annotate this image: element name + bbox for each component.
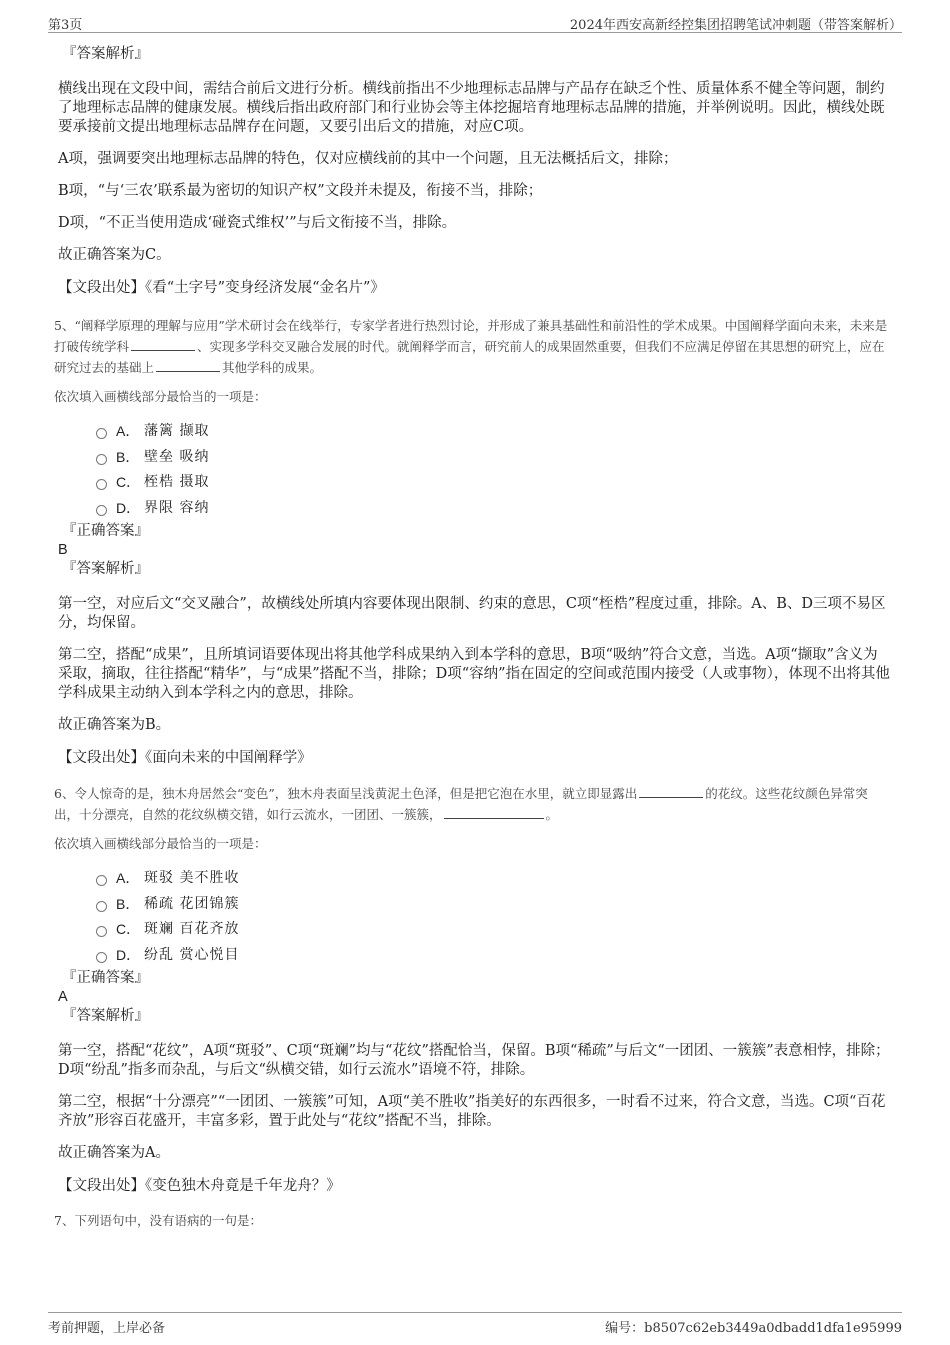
- correct-answer-label: 『正确答案』: [62, 970, 149, 986]
- conclusion-text: 故正确答案为C。: [58, 247, 171, 263]
- radio-icon[interactable]: [96, 479, 107, 490]
- fill-blank: [131, 338, 195, 351]
- analysis-label: 『答案解析』: [62, 46, 149, 62]
- source-citation: 【文段出处】《看“土字号”变身经济发展“金名片”》: [58, 280, 385, 296]
- option-b[interactable]: B． 稀疏 花团锦簇: [96, 892, 892, 918]
- answer-options: [96, 866, 892, 968]
- page-content: [54, 44, 892, 1231]
- conclusion-text: 故正确答案为B。: [58, 717, 171, 733]
- page-number: 第3页: [48, 18, 83, 33]
- radio-icon[interactable]: [96, 952, 107, 963]
- analysis-paragraph: 第一空，对应后文“交叉融合”，故横线处所填内容要体现出限制、约束的意思，C项“桎梏”程度过重，排除。A、B、D三项不易区分，均保留。: [58, 596, 886, 631]
- footer-slogan: 考前押题，上岸必备: [48, 1321, 166, 1336]
- question-stem: 7、下列语句中，没有语病的一句是：: [54, 1213, 262, 1228]
- page-header: [48, 12, 902, 33]
- analysis-paragraph: 横线出现在文段中间，需结合前后文进行分析。横线前指出不少地理标志品牌与产品存在缺乏个性、质量体系不健全等问题，制约了地理标志品牌的健康发展。横线后指出政府部门和行业协会等主体挖掘培育地理标志品牌的措施，并举例说明。因此，横线处既要承接前文提出地理标志品牌存在问题，又要引出后文的措施，对应C项。: [58, 81, 885, 135]
- option-d[interactable]: D． 纷乱 赏心悦目: [96, 943, 892, 969]
- analysis-paragraph: D项，“不正当使用造成‘碰瓷式维权’”与后文衔接不当，排除。: [58, 215, 457, 231]
- radio-icon[interactable]: [96, 428, 107, 439]
- radio-icon[interactable]: [96, 901, 107, 912]
- analysis-paragraph: B项，“与‘三农’联系最为密切的知识产权”文段并未提及，衔接不当，排除；: [58, 183, 543, 199]
- fill-blank: [156, 359, 220, 372]
- question-stem: 6、令人惊奇的是，独木舟居然会“变色”，独木舟表面呈浅黄泥土色泽，但是把它泡在水里，就立即显露出 的花纹。这些花纹颜色异常突出，十分漂亮，自然的花纹纵横交错，如行云流水，一团团、一簇簇， 。: [54, 786, 868, 822]
- radio-icon[interactable]: [96, 505, 107, 516]
- analysis-paragraph: 第二空，搭配“成果”，且所填词语要体现出将其他学科成果纳入到本学科的意思，B项“吸纳”符合文意，当选。A项“撷取”含义为采取，摘取，往往搭配“精华”，与“成果”搭配不当，排除；D项“容纳”指在固定的空间或范围内接受（人或事物），体现不出将其他学科成果主动纳入到本学科之内的意思，排除。: [58, 647, 890, 701]
- correct-answer: B: [58, 542, 68, 558]
- analysis-label: 『答案解析』: [62, 561, 149, 577]
- option-a[interactable]: A． 藩篱 撷取: [96, 419, 892, 445]
- source-citation: 【文段出处】《面向未来的中国阐释学》: [58, 750, 312, 766]
- source-citation: 【文段出处】《变色独木舟竟是千年龙舟？》: [58, 1178, 341, 1194]
- analysis-paragraph: A项，强调要突出地理标志品牌的特色，仅对应横线前的其中一个问题，且无法概括后文，排除；: [58, 151, 678, 167]
- answer-options: [96, 419, 892, 521]
- analysis-paragraph: 第二空，根据“十分漂亮”“一团团、一簇簇”可知，A项“美不胜收”指美好的东西很多，一时看不过来，符合文意，当选。C项“百花齐放”形容百花盛开，丰富多彩，置于此处与“花纹”搭配不当，排除。: [58, 1094, 886, 1129]
- option-c[interactable]: C． 桎梏 摄取: [96, 470, 892, 496]
- fill-blank: [639, 785, 703, 798]
- radio-icon[interactable]: [96, 875, 107, 886]
- question-stem: 5、“阐释学原理的理解与应用”学术研讨会在线举行，专家学者进行热烈讨论，并形成了兼具基础性和前沿性的学术成果。中国阐释学面向未来，未来是打破传统学科 、实现多学科交叉融合发展的时代。就阐释学而言，研究前人的成果固然重要，但我们不应满足停留在其思想的研究上，应在研究过去的基础上 其他学科的成果。: [54, 318, 888, 375]
- question-instruction: 依次填入画横线部分最恰当的一项是：: [54, 836, 267, 851]
- fill-blank: [444, 806, 544, 819]
- page-footer: [48, 1312, 902, 1335]
- radio-icon[interactable]: [96, 926, 107, 937]
- option-d[interactable]: D． 界限 容纳: [96, 496, 892, 522]
- question-instruction: 依次填入画横线部分最恰当的一项是：: [54, 389, 267, 404]
- correct-answer-label: 『正确答案』: [62, 523, 149, 539]
- analysis-label: 『答案解析』: [62, 1008, 149, 1024]
- analysis-paragraph: 第一空，搭配“花纹”，A项“斑驳”、C项“斑斓”均与“花纹”搭配恰当，保留。B项“稀疏”与后文“一团团、一簇簇”表意相悖，排除；D项“纷乱”指多而杂乱，与后文“纵横交错，如行云流水”语境不符，排除。: [58, 1043, 890, 1078]
- correct-answer: A: [58, 989, 68, 1005]
- radio-icon[interactable]: [96, 454, 107, 465]
- option-c[interactable]: C． 斑斓 百花齐放: [96, 917, 892, 943]
- conclusion-text: 故正确答案为A。: [58, 1145, 170, 1161]
- option-b[interactable]: B． 壁垒 吸纳: [96, 445, 892, 471]
- document-title: 2024年西安高新经控集团招聘笔试冲刺题（带答案解析）: [569, 18, 902, 33]
- document-code: 编号：b8507c62eb3449a0dbadd1dfa1e95999: [605, 1321, 902, 1336]
- option-a[interactable]: A． 斑驳 美不胜收: [96, 866, 892, 892]
